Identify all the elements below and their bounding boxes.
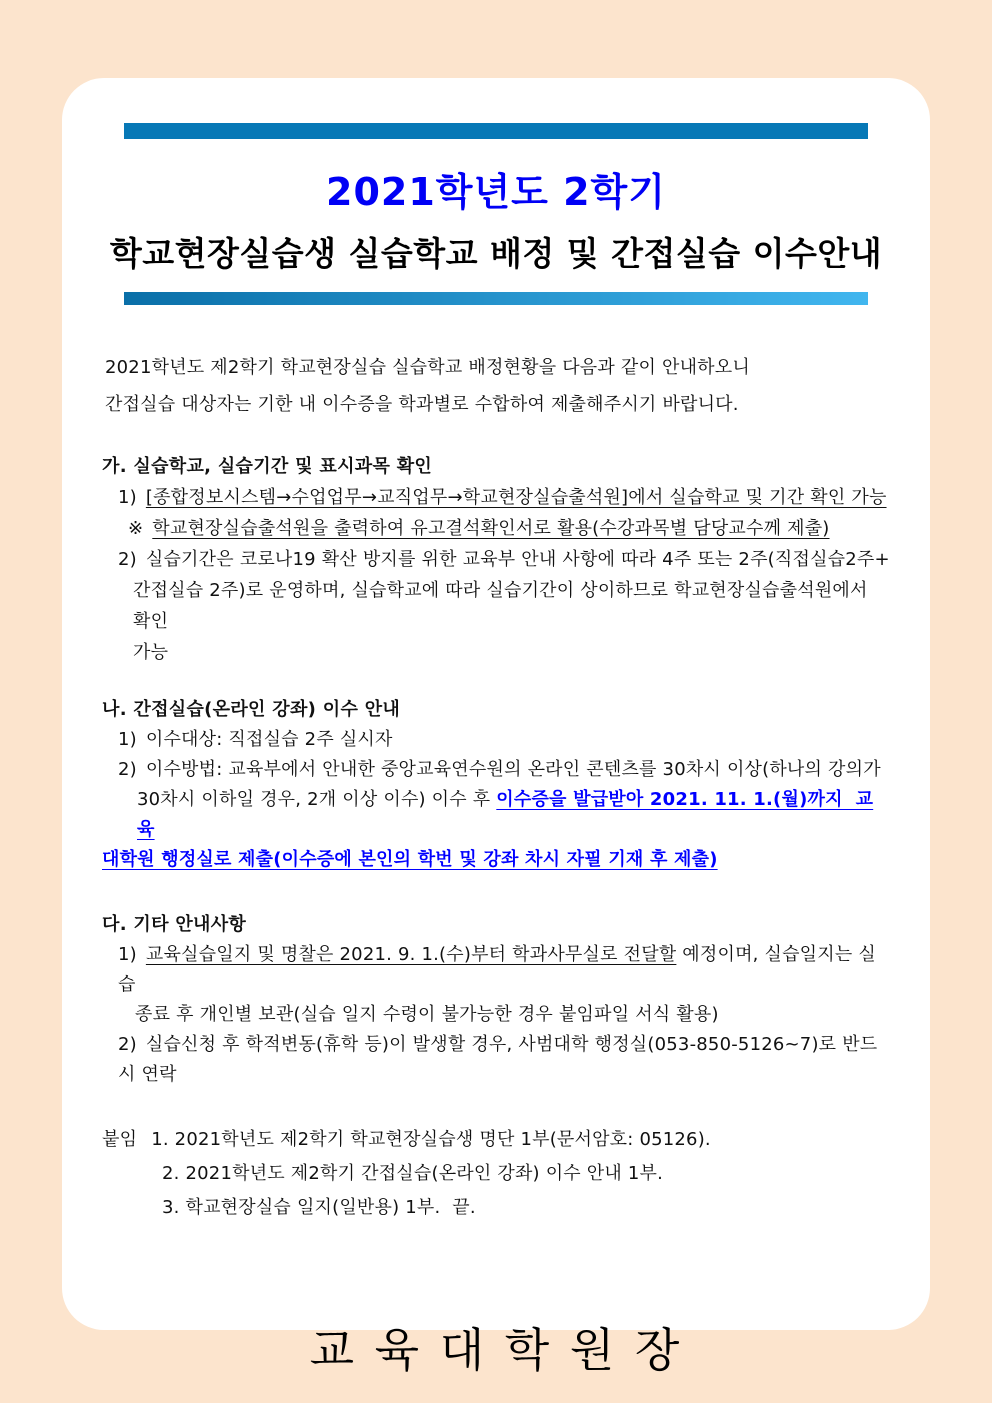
item-text: 30차시 이하일 경우, 2개 이상 이수) 이수 후 <box>137 789 497 810</box>
header-bottom-bar <box>124 292 868 305</box>
document-panel <box>62 78 930 1377</box>
attachments-block <box>102 1123 890 1225</box>
section-ga-note <box>128 513 890 544</box>
header-top-bar <box>124 123 868 139</box>
intro-line-1: 2021학년도 제2학기 학교현장실습 실습학교 배정현황을 다음과 같이 안내하오니 <box>105 357 750 378</box>
intro-paragraph <box>102 349 890 423</box>
section-ga-heading: 가. 실습학교, 실습기간 및 표시과목 확인 <box>102 456 433 477</box>
section-da <box>102 910 890 1090</box>
attachment-text: 1. 2021학년도 제2학기 학교현장실습생 명단 1부(문서암호: 05126). <box>151 1129 711 1150</box>
section-na <box>102 695 890 875</box>
item-text: 실습기간은 코로나19 확산 방지를 위한 교육부 안내 사항에 따라 4주 또는 2주(직접실습2주+ <box>145 549 890 570</box>
item-text: 이수방법: 교육부에서 안내한 중앙교육연수원의 온라인 콘텐츠를 30차시 이상(하나의 강의가 <box>145 759 881 780</box>
section-ga-item-2-line-3: 가능 <box>133 642 169 663</box>
attachment-item-3: 3. 학교현장실습 일지(일반용) 1부. 끝. <box>162 1197 476 1218</box>
document-title: 2021학년도 2학기 <box>326 170 666 214</box>
section-na-heading: 나. 간접실습(온라인 강좌) 이수 안내 <box>102 699 401 720</box>
item-marker: 1) <box>118 487 137 508</box>
signature-title: 교 육 대 학 원 장 <box>309 1323 683 1377</box>
item-marker: 2) <box>118 759 137 780</box>
document-body <box>62 349 930 1376</box>
attachment-item-2: 2. 2021학년도 제2학기 간접실습(온라인 강좌) 이수 안내 1부. <box>162 1163 664 1184</box>
item-marker: 2) <box>118 549 137 570</box>
note-marker: ※ <box>128 518 144 539</box>
section-ga-item-1 <box>118 482 890 513</box>
section-da-item-1-line-2: 종료 후 개인별 보관(실습 일지 수령이 불가능한 경우 붙임파일 서식 활용) <box>135 1004 719 1025</box>
submission-emphasis-text: 대학원 행정실로 제출(이수증에 본인의 학번 및 강좌 차시 자필 기재 후 제출) <box>102 849 718 870</box>
schedule-underlined-text: 교육실습일지 및 명찰은 2021. 9. 1.(수)부터 학과사무실로 전달할 <box>145 944 677 965</box>
section-na-item-1 <box>118 725 890 755</box>
section-ga-item-2-line-1 <box>118 544 890 575</box>
note-underlined-text: 학교현장실습출석원을 출력하여 유고결석확인서로 활용(수강과목별 담당교수께 제출) <box>152 518 830 539</box>
item-text: 예정이며, 실습일지는 실습 <box>118 944 876 995</box>
item-text: 이수대상: 직접실습 2주 실시자 <box>145 729 393 750</box>
deadline-emphasis-text: 이수증을 발급받아 2021. 11. 1.(월)까지 교육 <box>137 789 874 840</box>
section-na-item-2-line-2 <box>137 785 890 845</box>
section-na-item-2-line-1 <box>118 755 890 785</box>
section-da-item-2 <box>118 1030 890 1090</box>
item-marker: 1) <box>118 944 137 965</box>
section-da-heading: 다. 기타 안내사항 <box>102 914 247 935</box>
section-ga <box>102 451 890 668</box>
system-path-underlined-text: [종합정보시스템→수업업무→교직업무→학교현장실습출석원]에서 실습학교 및 기간 확인 가능 <box>145 487 887 508</box>
attachment-item-1 <box>102 1123 890 1157</box>
item-marker: 2) <box>118 1034 137 1055</box>
document-subtitle: 학교현장실습생 실습학교 배정 및 간접실습 이수안내 <box>109 234 883 273</box>
section-da-item-1-line-1 <box>118 940 890 1000</box>
section-ga-item-2-line-2: 간접실습 2주)로 운영하며, 실습학교에 따라 실습기간이 상이하므로 학교현장실습출석원에서 확인 <box>133 580 874 632</box>
section-na-item-2-line-3 <box>102 845 890 875</box>
item-text: 실습신청 후 학적변동(휴학 등)이 발생할 경우, 사범대학 행정실(053-850-5126~7)로 반드시 연락 <box>118 1034 878 1085</box>
attachments-label: 붙임 <box>102 1129 138 1150</box>
item-marker: 1) <box>118 729 137 750</box>
intro-line-2: 간접실습 대상자는 기한 내 이수증을 학과별로 수합하여 제출해주시기 바랍니다. <box>105 394 739 415</box>
